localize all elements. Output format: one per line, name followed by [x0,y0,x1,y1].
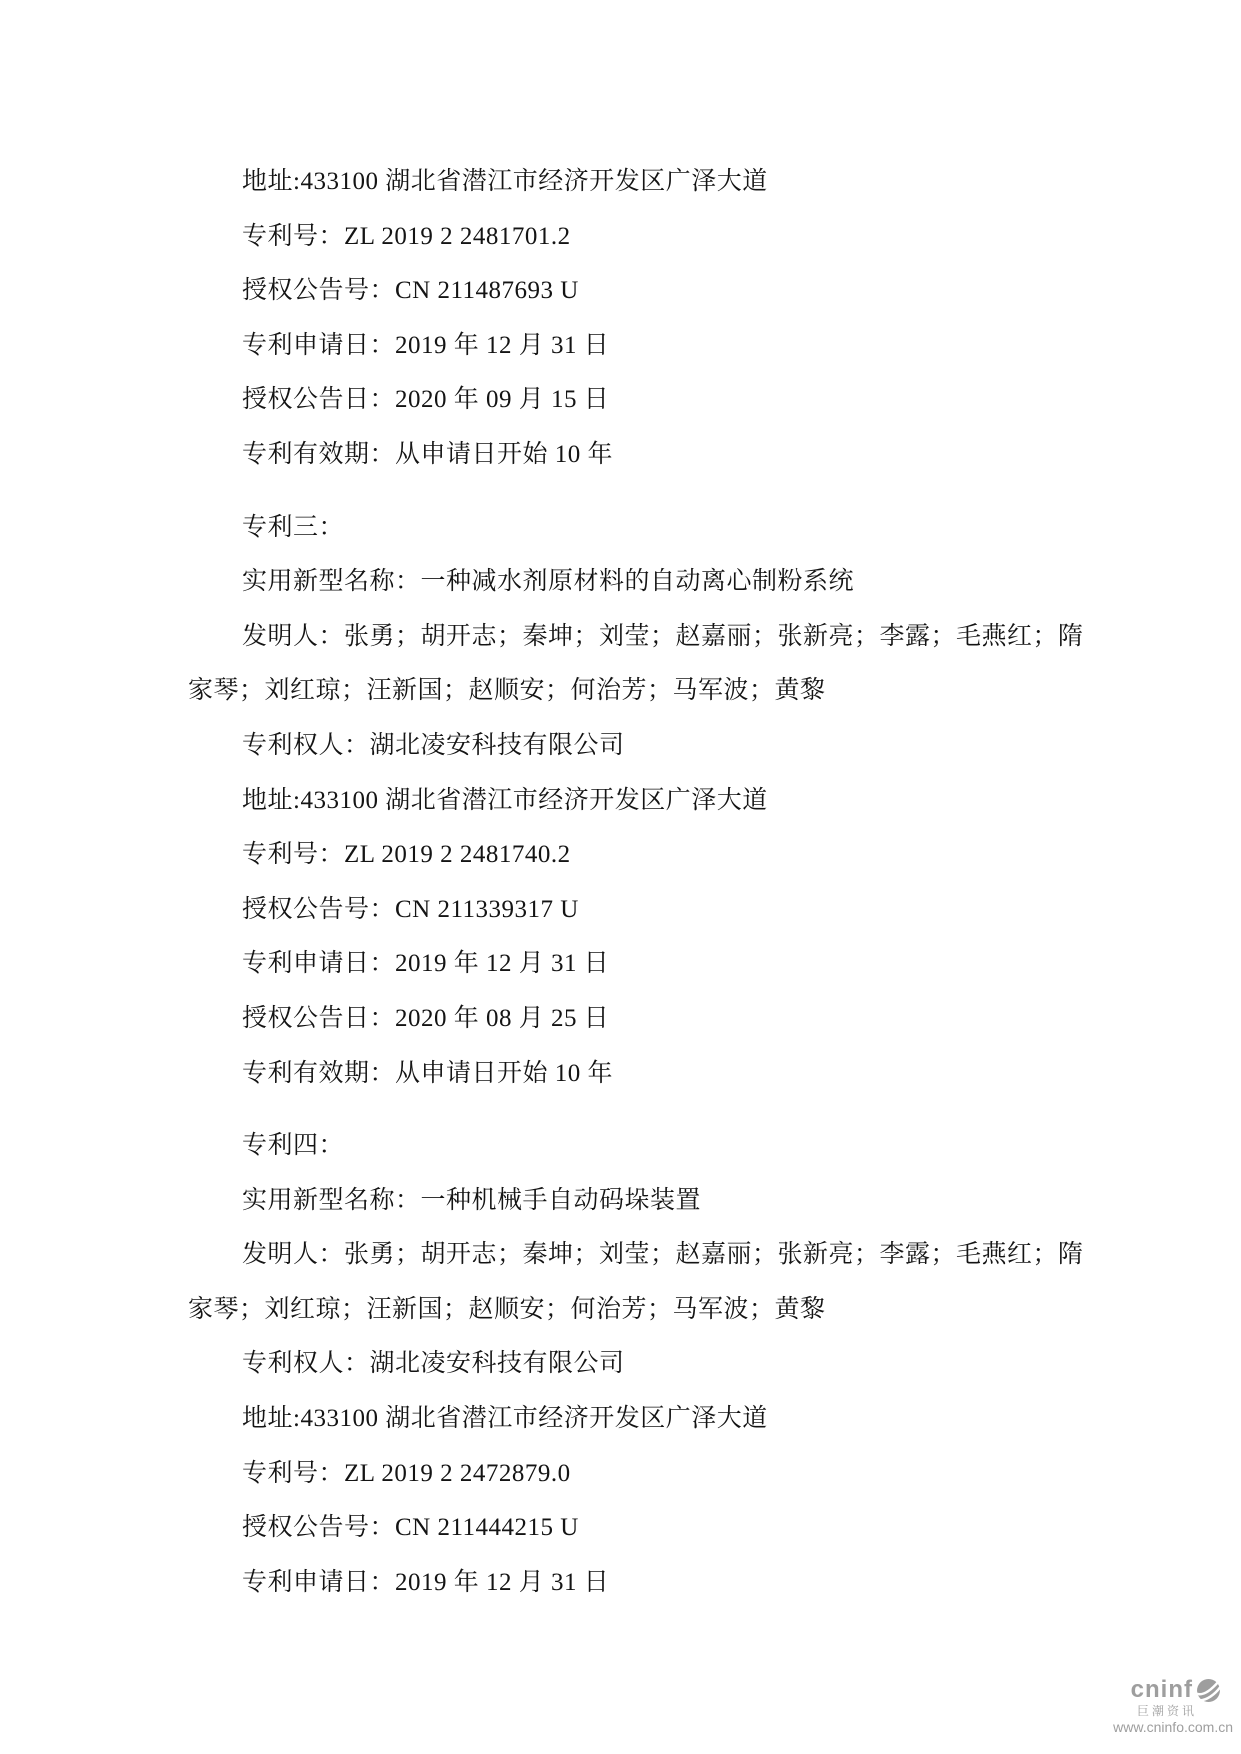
document-line [188,937,1188,992]
document-line [188,1283,1188,1338]
cninfo-brand-chinese: 巨潮资讯 [1136,1703,1197,1718]
document-line [188,883,1188,938]
document-line-text: 专利申请日：2019 年 12 月 31 日 [242,950,610,978]
document-line [188,1337,1188,1392]
cninfo-url: www.cninfo.com.cn [1113,1719,1233,1736]
document-line-text: 发明人：张勇；胡开志；秦坤；刘莹；赵嘉丽；张新亮；李露；毛燕红；隋 [242,1241,1084,1269]
document-line [188,664,1188,719]
cninfo-watermark [1113,1678,1233,1736]
document-line-text: 专利三： [242,513,345,541]
document-line [188,373,1188,428]
document-line [188,992,1188,1047]
document-line-text: 授权公告日：2020 年 09 月 15 日 [242,386,610,414]
document-line-text: 专利号：ZL 2019 2 2481701.2 [242,222,571,250]
document-line [188,555,1188,610]
document-line-text: 专利权人：湖北凌安科技有限公司 [242,1350,625,1378]
document-line [188,264,1188,319]
document-line-text: 专利有效期：从申请日开始 10 年 [242,440,614,468]
document-line-text: 专利申请日：2019 年 12 月 31 日 [242,1568,610,1596]
document-line [188,610,1188,665]
document-line-text: 家琴；刘红琼；汪新国；赵顺安；何治芳；马军波；黄黎 [188,677,826,705]
document-line-text: 实用新型名称：一种机械手自动码垛装置 [242,1186,702,1214]
document-line-text: 地址:433100 湖北省潜江市经济开发区广泽大道 [242,786,768,814]
document-line-text: 发明人：张勇；胡开志；秦坤；刘莹；赵嘉丽；张新亮；李露；毛燕红；隋 [242,622,1084,650]
document-line [188,428,1188,483]
document-line-text: 授权公告号：CN 211339317 U [242,895,579,923]
document-line-text: 专利号：ZL 2019 2 2481740.2 [242,841,571,869]
document-line-text: 地址:433100 湖北省潜江市经济开发区广泽大道 [242,1405,768,1433]
document-line [188,1501,1188,1556]
document-line-text: 授权公告号：CN 211487693 U [242,277,579,305]
patent-document-body [188,155,1188,1610]
document-line-text: 专利号：ZL 2019 2 2472879.0 [242,1459,571,1487]
document-line-text: 实用新型名称：一种减水剂原材料的自动离心制粉系统 [242,568,855,596]
document-line-text: 授权公告号：CN 211444215 U [242,1514,579,1542]
document-line [188,828,1188,883]
document-line [188,155,1188,210]
document-line [188,1119,1188,1174]
document-line [188,1228,1188,1283]
document-line [188,1556,1188,1611]
cninfo-logo-text: cninf [1130,1676,1193,1704]
document-line [188,1447,1188,1502]
cninfo-globe-icon [1196,1678,1221,1703]
document-line [188,1047,1188,1102]
document-line-text: 家琴；刘红琼；汪新国；赵顺安；何治芳；马军波；黄黎 [188,1295,826,1323]
cninfo-logo-row [1113,1678,1221,1703]
document-line-text: 地址:433100 湖北省潜江市经济开发区广泽大道 [242,168,768,195]
document-line [188,1174,1188,1229]
document-line [188,1392,1188,1447]
document-line-text: 授权公告日：2020 年 08 月 25 日 [242,1004,610,1032]
document-line [188,210,1188,265]
document-line-text: 专利申请日：2019 年 12 月 31 日 [242,331,610,359]
document-line-text: 专利权人：湖北凌安科技有限公司 [242,731,625,759]
document-line [188,719,1188,774]
document-line [188,319,1188,374]
document-line-text: 专利四： [242,1132,345,1160]
document-line [188,774,1188,829]
document-line [188,501,1188,556]
document-line-text: 专利有效期：从申请日开始 10 年 [242,1059,614,1087]
